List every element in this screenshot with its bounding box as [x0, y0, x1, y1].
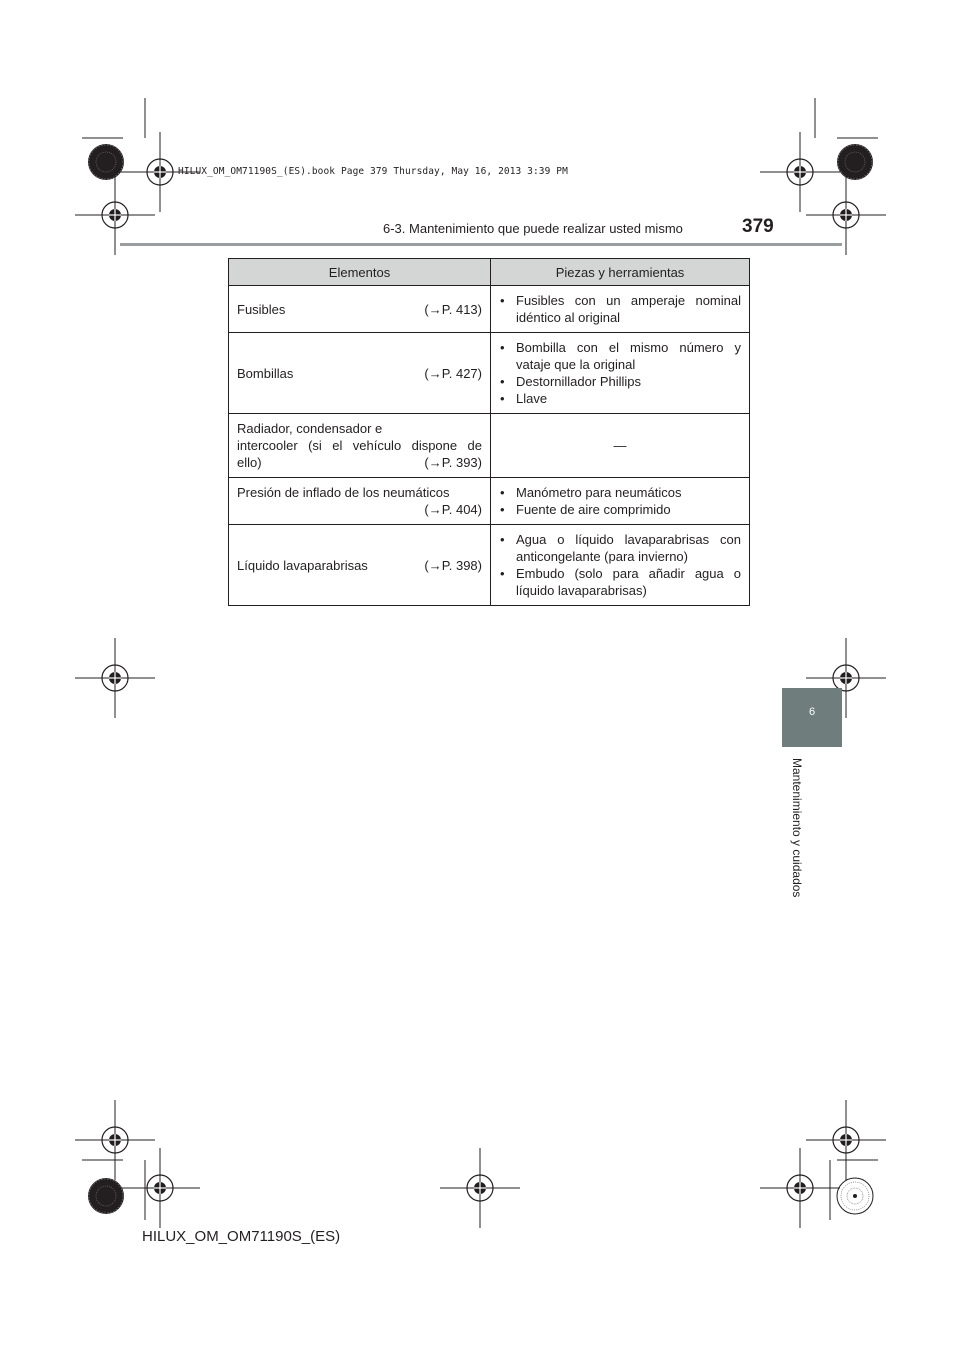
- document-code: HILUX_OM_OM71190S_(ES): [142, 1228, 341, 1245]
- item-name: Fusibles: [237, 301, 286, 317]
- page-reference: (→P. 398): [424, 557, 482, 573]
- item-name: Líquido lavaparabrisas: [237, 557, 368, 573]
- page-number: 379: [742, 216, 774, 237]
- item-name: Presión de inflado de los neumáticos: [237, 485, 450, 500]
- star-target-top-right: [837, 144, 873, 180]
- item-name: ello): [237, 455, 262, 470]
- chapter-label: Mantenimiento y cuidados: [790, 758, 804, 898]
- item-cell: [229, 414, 491, 478]
- chapter-tab: [782, 688, 842, 747]
- item-cell: [229, 525, 491, 606]
- list-item: • Embudo (solo para añadir agua o líquido lavaparabrisas): [499, 565, 741, 599]
- table-row: [229, 414, 750, 478]
- column-header-items: Elementos: [229, 259, 491, 286]
- item-cell: [229, 478, 491, 525]
- table-header-row: [229, 259, 750, 286]
- empty-dash: —: [613, 438, 627, 453]
- list-item: • Llave: [499, 390, 741, 407]
- table-row: [229, 286, 750, 333]
- parts-cell: [491, 478, 750, 525]
- star-target-top-left: [88, 144, 124, 180]
- chapter-number: 6: [808, 706, 816, 718]
- parts-cell: [491, 333, 750, 414]
- item-cell: [229, 286, 491, 333]
- list-item: • Fusibles con un amperaje nominal idéntico al original: [499, 292, 741, 326]
- item-name: Radiador, condensador e: [237, 421, 383, 436]
- list-item: • Bombilla con el mismo número y vataje que la original: [499, 339, 741, 373]
- table-row: [229, 478, 750, 525]
- list-item: • Fuente de aire comprimido: [499, 501, 741, 518]
- print-slug: HILUX_OM_OM71190S_(ES).book Page 379 Thursday, May 16, 2013 3:39 PM: [178, 166, 568, 177]
- header-rule: [120, 243, 842, 246]
- parts-cell: [491, 525, 750, 606]
- table-row: [229, 333, 750, 414]
- item-cell: [229, 333, 491, 414]
- maintenance-parts-table: [228, 258, 750, 606]
- item-name: Bombillas: [237, 365, 294, 381]
- list-item: • Manómetro para neumáticos: [499, 484, 741, 501]
- table-row: [229, 525, 750, 606]
- page-reference: (→P. 393): [424, 455, 482, 470]
- item-name: intercooler (si el vehículo dispone de: [237, 438, 482, 453]
- page-reference: (→P. 413): [424, 301, 482, 317]
- list-item: • Destornillador Phillips: [499, 373, 741, 390]
- list-item: • Agua o líquido lavaparabrisas con anticongelante (para invierno): [499, 531, 741, 565]
- parts-cell: [491, 414, 750, 478]
- column-header-parts: Piezas y herramientas: [491, 259, 750, 286]
- section-title: 6-3. Mantenimiento que puede realizar usted mismo: [383, 221, 683, 236]
- page-reference: (→P. 427): [424, 365, 482, 381]
- page-reference: (→P. 404): [424, 502, 482, 517]
- parts-cell: [491, 286, 750, 333]
